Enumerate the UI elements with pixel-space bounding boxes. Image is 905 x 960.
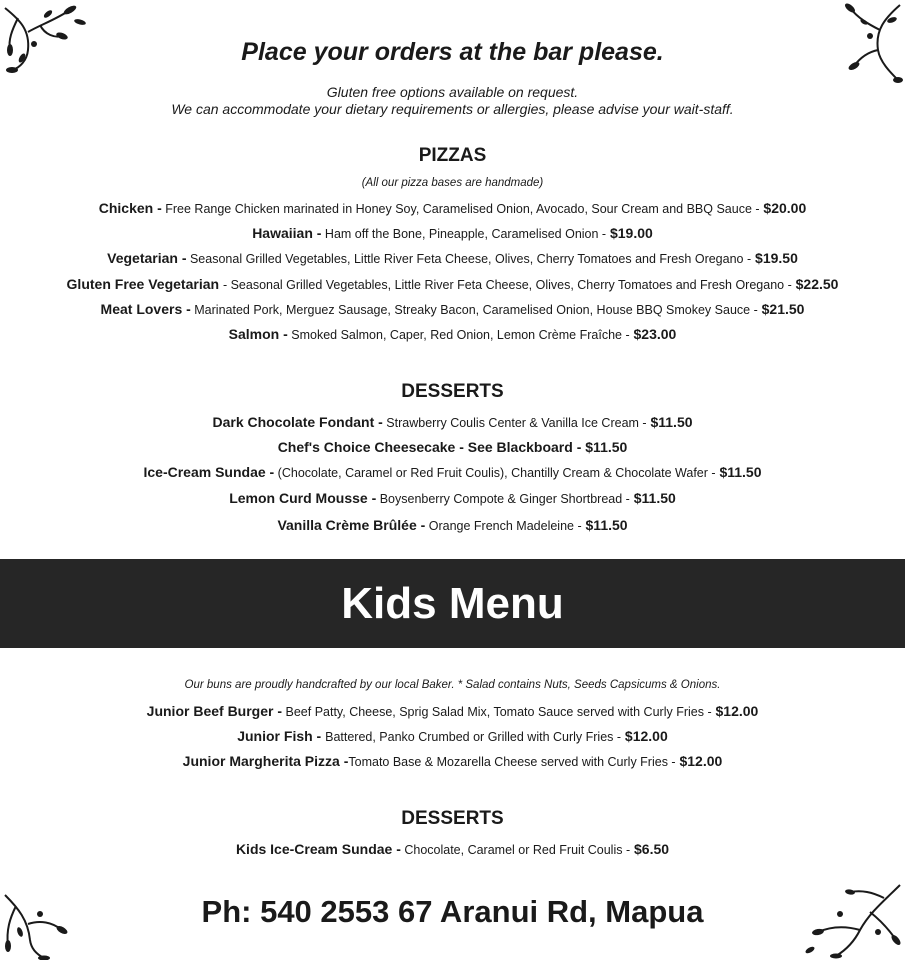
kids-note: Our buns are proudly handcrafted by our local Baker. * Salad contains Nuts, Seeds Capsicums & Onions. bbox=[184, 679, 721, 691]
page-headline: Place your orders at the bar please. bbox=[241, 38, 664, 66]
item-price: $19.50 bbox=[751, 250, 798, 266]
item-price: $12.00 bbox=[675, 753, 723, 769]
item-description: Marinated Pork, Merguez Sausage, Streaky Bacon, Caramelised Onion, House BBQ Smokey Sauce - bbox=[190, 303, 758, 317]
item-description: Chocolate, Caramel or Red Fruit Coulis - bbox=[400, 843, 631, 857]
dietary-notice: We can accommodate your dietary requirements or allergies, please advise your wait-staff. bbox=[171, 101, 734, 117]
kids-menu-title: Kids Menu bbox=[341, 579, 564, 628]
menu-item bbox=[0, 301, 905, 317]
pizzas-title: PIZZAS bbox=[418, 145, 487, 166]
desserts-title: DESSERTS bbox=[401, 381, 504, 402]
item-description: Smoked Salmon, Caper, Red Onion, Lemon Crème Fraîche - bbox=[287, 328, 630, 342]
item-price: $20.00 bbox=[759, 200, 807, 216]
item-description: Tomato Base & Mozarella Cheese served with Curly Fries - bbox=[348, 755, 676, 769]
item-name: Chef's Choice Cheesecake - See Blackboard - bbox=[277, 439, 582, 455]
item-price: $11.50 bbox=[629, 490, 676, 506]
menu-item bbox=[0, 439, 905, 455]
item-name: Junior Beef Burger - bbox=[146, 703, 283, 719]
item-price: $21.50 bbox=[757, 301, 805, 317]
item-description: Battered, Panko Crumbed or Grilled with Curly Fries - bbox=[325, 730, 622, 744]
menu-item bbox=[0, 414, 905, 430]
menu-item bbox=[0, 464, 905, 480]
menu-item bbox=[0, 728, 905, 744]
item-price: $11.50 bbox=[581, 517, 628, 533]
item-name: Kids Ice-Cream Sundae - bbox=[235, 841, 401, 857]
item-name: Junior Fish - bbox=[237, 728, 326, 744]
item-name: Gluten Free Vegetarian bbox=[66, 276, 223, 292]
pizzas-note: (All our pizza bases are handmade) bbox=[361, 177, 544, 189]
item-name: Junior Margherita Pizza - bbox=[182, 753, 349, 769]
item-name: Vanilla Crème Brûlée - bbox=[277, 517, 426, 533]
menu-item bbox=[0, 703, 905, 719]
item-description: Free Range Chicken marinated in Honey Soy, Caramelised Onion, Avocado, Sour Cream and BBQ Sauce - bbox=[161, 202, 760, 216]
menu-item bbox=[0, 841, 905, 857]
item-name: Hawaiian - bbox=[252, 225, 322, 241]
item-price: $12.00 bbox=[621, 728, 668, 744]
item-price: $22.50 bbox=[791, 276, 839, 292]
menu-item bbox=[0, 276, 905, 292]
menu-item bbox=[0, 490, 905, 506]
menu-item bbox=[0, 326, 905, 342]
menu-item bbox=[0, 250, 905, 266]
item-description: Ham off the Bone, Pineapple, Caramelised Onion - bbox=[321, 227, 607, 241]
item-name: Ice-Cream Sundae - bbox=[143, 464, 275, 480]
item-description: Seasonal Grilled Vegetables, Little River Feta Cheese, Olives, Cherry Tomatoes and Fresh Oregano - bbox=[186, 252, 752, 266]
item-description: Orange French Madeleine - bbox=[425, 519, 582, 533]
item-name: Meat Lovers - bbox=[100, 301, 191, 317]
item-name: Vegetarian - bbox=[107, 250, 187, 266]
kids-desserts-title: DESSERTS bbox=[401, 808, 504, 829]
item-description: (Chocolate, Caramel or Red Fruit Coulis), Chantilly Cream & Chocolate Wafer - bbox=[274, 466, 716, 480]
item-name: Dark Chocolate Fondant - bbox=[212, 414, 383, 430]
item-price: $6.50 bbox=[630, 841, 670, 857]
item-description: - Seasonal Grilled Vegetables, Little River Feta Cheese, Olives, Cherry Tomatoes and Fresh Oregano - bbox=[222, 278, 792, 292]
menu-item bbox=[0, 753, 905, 769]
item-price: $23.00 bbox=[629, 326, 677, 342]
menu-item bbox=[0, 517, 905, 533]
item-description: Beef Patty, Cheese, Sprig Salad Mix, Tomato Sauce served with Curly Fries - bbox=[282, 705, 712, 719]
item-description: Boysenberry Compote & Ginger Shortbread - bbox=[376, 492, 630, 506]
item-name: Chicken - bbox=[98, 200, 162, 216]
item-price: $11.50 bbox=[715, 464, 762, 480]
item-price: $11.50 bbox=[581, 439, 628, 455]
menu-item bbox=[0, 200, 905, 216]
item-price: $11.50 bbox=[646, 414, 693, 430]
item-price: $19.00 bbox=[606, 225, 653, 241]
contact-line: Ph: 540 2553 67 Aranui Rd, Mapua bbox=[201, 894, 704, 929]
item-description: Strawberry Coulis Center & Vanilla Ice Cream - bbox=[382, 416, 647, 430]
gluten-free-notice: Gluten free options available on request. bbox=[326, 84, 579, 100]
menu-item bbox=[0, 225, 905, 241]
item-price: $12.00 bbox=[711, 703, 759, 719]
item-name: Lemon Curd Mousse - bbox=[229, 490, 377, 506]
item-name: Salmon - bbox=[228, 326, 288, 342]
